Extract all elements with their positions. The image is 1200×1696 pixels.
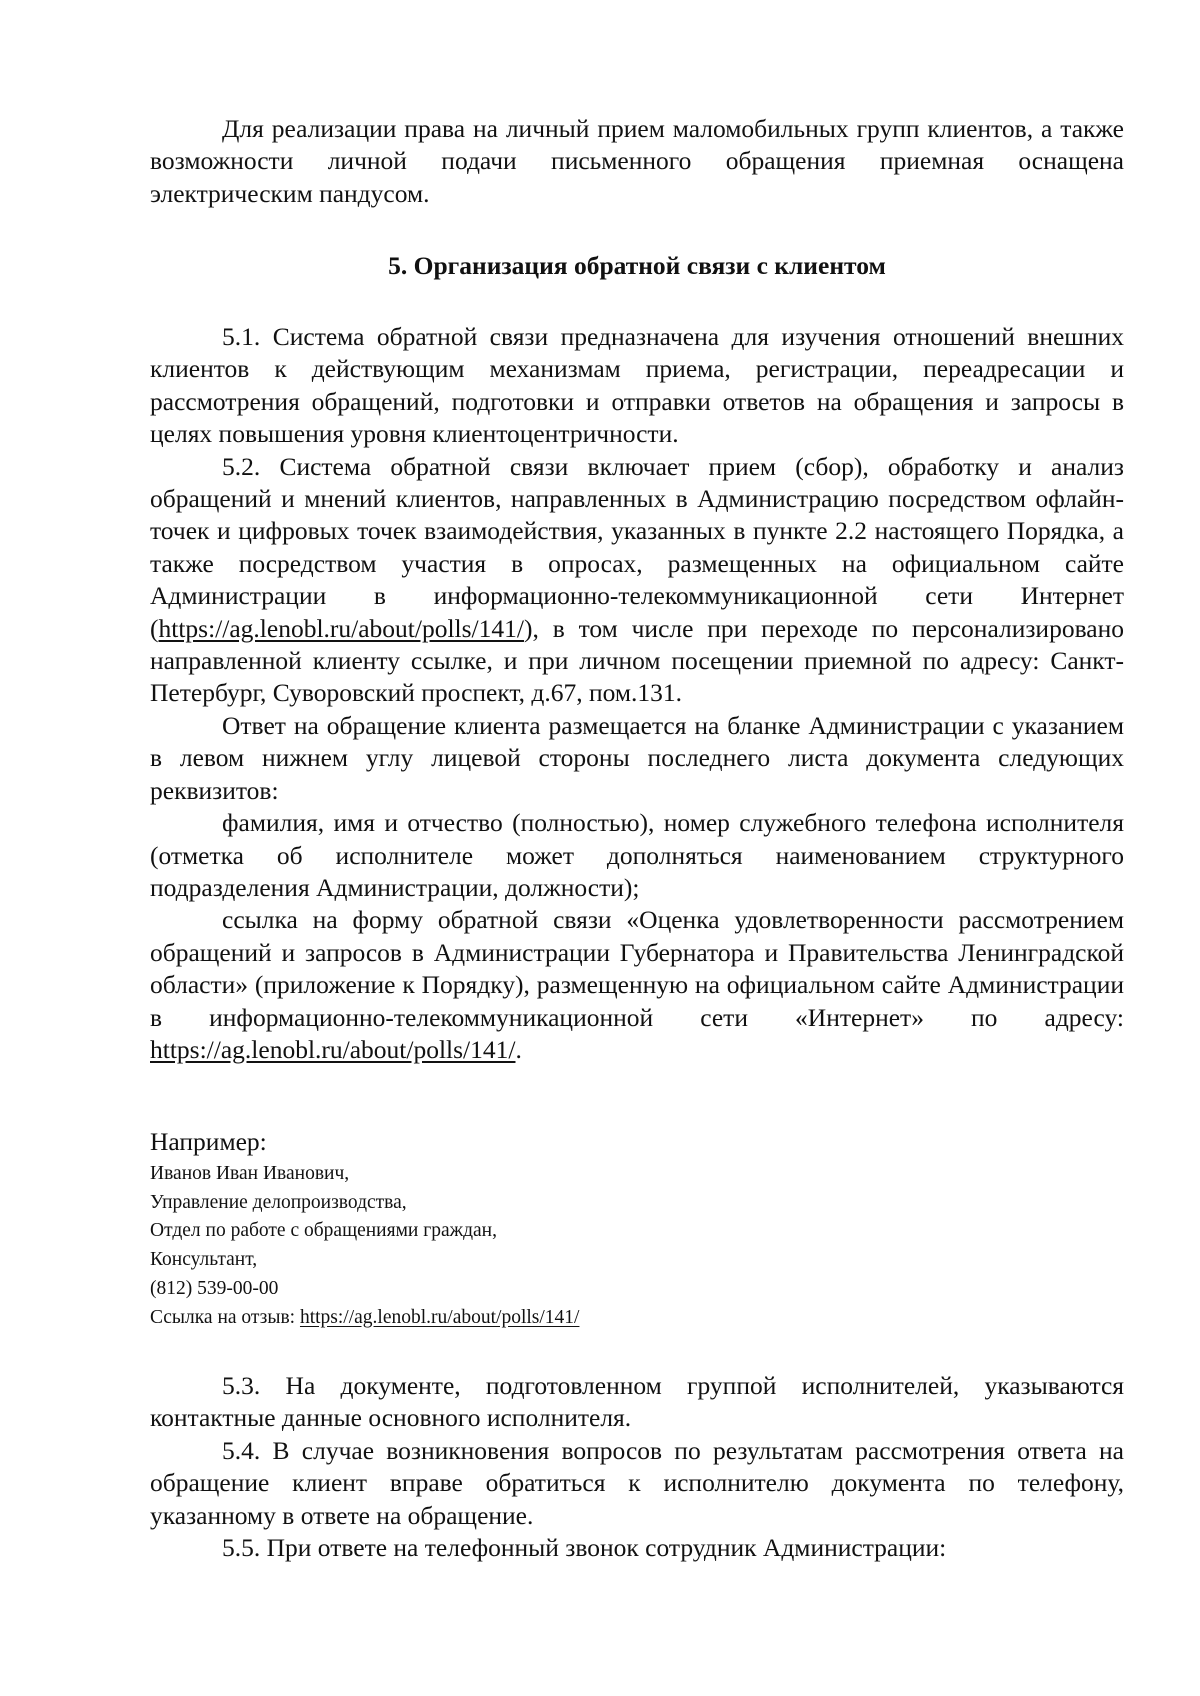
paragraph-5-2-text-start: 5.2. Система обратной связи включает прием (сбор), обработку и анализ обращений и мнений клиентов, направленных в Администрацию посредством офлайн-точек и цифровых точек взаимодействия, указанных в пункте 2.2 настоящего Порядка, а также посредством участия в опросах, размещенных на официальном сайте Администрации в информационно-телекоммуникационной сети Интернет (: [150, 451, 1124, 643]
paragraph-5-1: 5.1. Система обратной связи предназначена для изучения отношений внешних клиентов к действующим механизмам приема, регистрации, переадресации и рассмотрения обращений, подготовки и отправки ответов на обращения и запросы в целях повышения уровня клиентоцентричности.: [150, 322, 1124, 449]
example-division: Отдел по работе с обращениями граждан,: [150, 1220, 497, 1242]
answer-paragraph: Ответ на обращение клиента размещается на бланке Администрации с указанием в левом нижнем углу лицевой стороны последнего листа документа следующих реквизитов:: [150, 710, 1124, 805]
paragraph-5-5: 5.5. При ответе на телефонный звонок сотрудник Администрации:: [222, 1533, 947, 1563]
example-phone: (812) 539-00-00: [150, 1277, 279, 1299]
section-heading: 5. Организация обратной связи с клиентом: [388, 251, 886, 280]
paragraph-5-2: [150, 451, 1124, 710]
example-review-label: Ссылка на отзыв:: [150, 1306, 300, 1328]
paragraph-5-3: 5.3. На документе, подготовленном группой исполнителей, указываются контактные данные основного исполнителя.: [150, 1371, 1124, 1433]
fio-paragraph: фамилия, имя и отчество (полностью), номер служебного телефона исполнителя (отметка об исполнителе может дополняться наименованием структурного подразделения Администрации, должности);: [150, 808, 1124, 902]
tail-block: [150, 1370, 1124, 1564]
paragraph-5-4: 5.4. В случае возникновения вопросов по результатам рассмотрения ответа на обращение клиент вправе обратиться к исполнителю документа по телефону, указанному в ответе на обращение.: [150, 1435, 1124, 1530]
example-review-line: [150, 1304, 1050, 1333]
intro-block: [150, 113, 1124, 210]
example-title: Например:: [150, 1127, 267, 1156]
feedback-link-paragraph: [150, 904, 1124, 1066]
example-department: Управление делопроизводства,: [150, 1191, 407, 1213]
intro-paragraph: Для реализации права на личный прием маломобильных групп клиентов, а также возможности личной подачи письменного обращения приемная оснащена электрическим пандусом.: [150, 114, 1124, 208]
polls-link-inline[interactable]: https://ag.lenobl.ru/about/polls/141/: [158, 613, 524, 643]
example-name: Иванов Иван Иванович,: [150, 1163, 350, 1184]
example-signature-block: [150, 1126, 1050, 1332]
example-position: Консультант,: [150, 1249, 258, 1271]
feedback-link-period: .: [515, 1034, 522, 1064]
feedback-link-text: ссылка на форму обратной связи «Оценка удовлетворенности рассмотрением обращений и запросов в Администрации Губернатора и Правительства Ленинградской области» (приложение к Порядку), размещенную на официальном сайте Администрации в информационно-телекоммуникационной сети «Интернет» по адресу:: [150, 905, 1124, 1032]
section-body: [150, 321, 1124, 1066]
example-review-link[interactable]: https://ag.lenobl.ru/about/polls/141/: [299, 1306, 580, 1328]
paragraph-5-2-text-end: ), в том числе при переходе по персонализировано направленной клиенту ссылке, и при личном посещении приемной по адресу: Санкт-Петербург, Суворовский проспект, д.67, пом.131.: [150, 613, 1124, 708]
polls-link-address[interactable]: https://ag.lenobl.ru/about/polls/141/: [150, 1034, 516, 1064]
